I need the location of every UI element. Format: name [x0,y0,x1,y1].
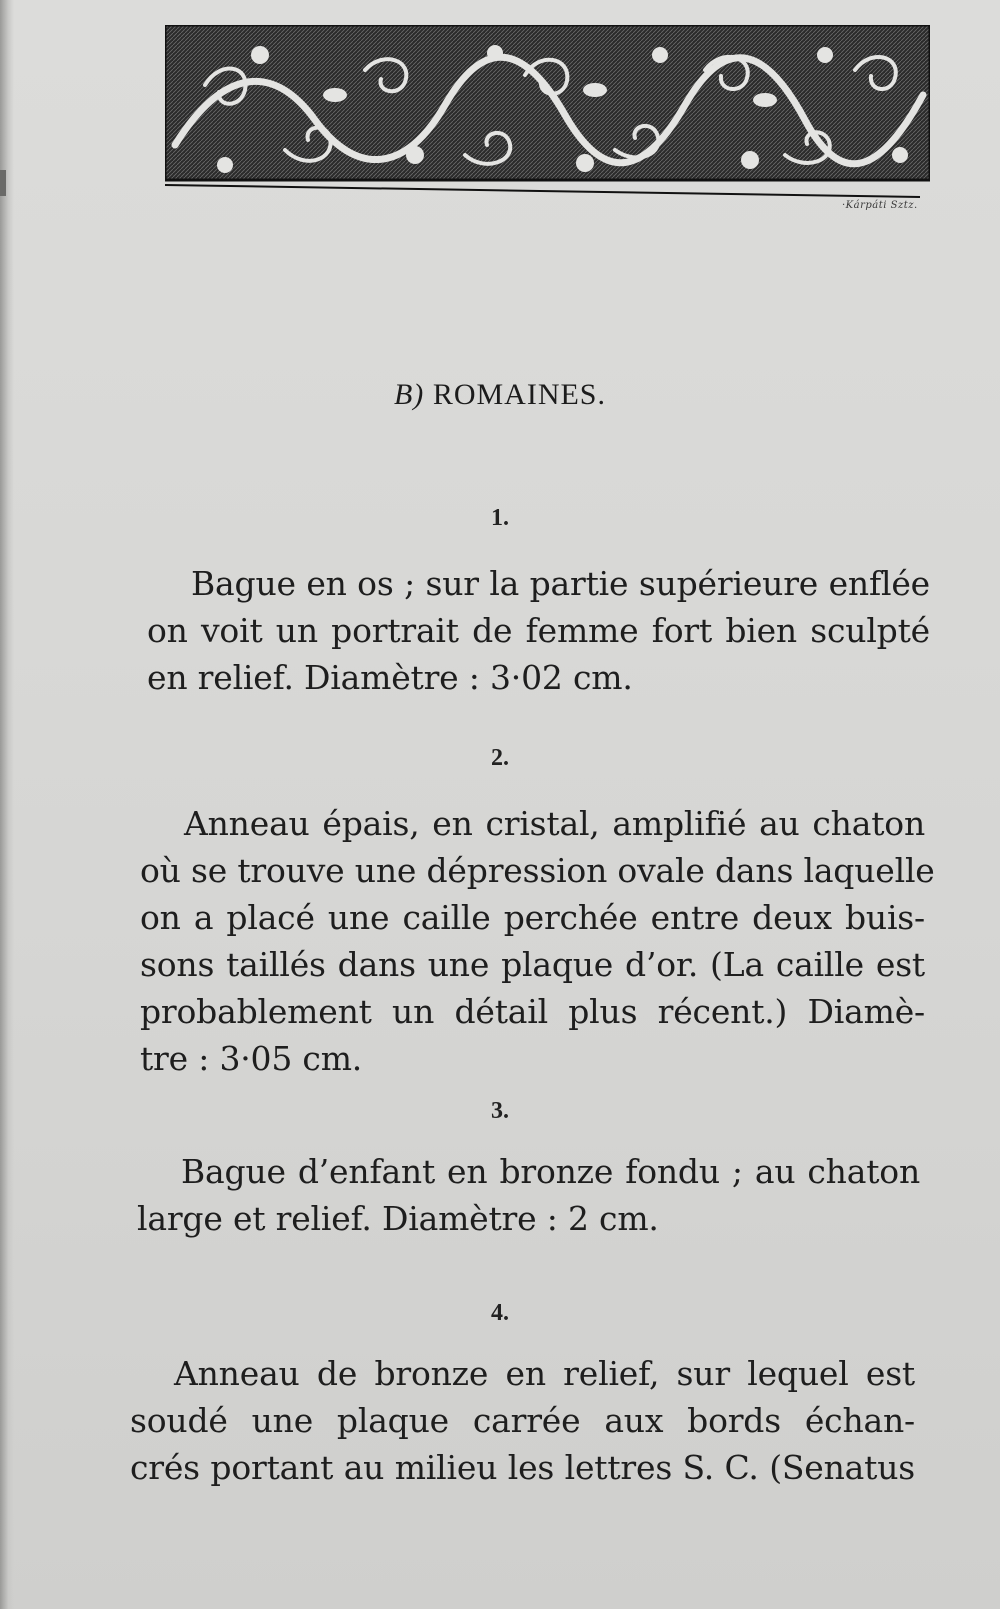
ornament-icon [165,25,930,201]
paragraph-line: Bague d’enfant en bronze fondu ; au chaton [181,1152,920,1191]
item-paragraph [140,800,935,1082]
paragraph-line: on voit un portrait de femme fort bien sculpté [147,611,930,650]
item-number: 1. [491,505,509,531]
paragraph-line: Bague en os ; sur la partie supérieure enflée [191,564,930,603]
section-letter: B) [393,378,425,411]
show-through-text [140,255,900,359]
item-paragraph [137,1148,920,1242]
paragraph-line: crés portant au milieu les lettres S. C. (Senatus [130,1448,915,1487]
paragraph-line: large et relief. Diamètre : 2 cm. [137,1199,659,1238]
paragraph-line: on a placé une caille perchée entre deux buis- [140,898,925,937]
item-number: 3. [491,1098,509,1124]
binding-mark [0,170,6,196]
paragraph-line: en relief. Diamètre : 3·02 cm. [147,658,633,697]
paragraph-line: soudé une plaque carrée aux bords échan- [130,1401,915,1440]
paragraph-line: sons taillés dans une plaque d’or. (La caille est [140,945,925,984]
item-number: 4. [491,1300,509,1326]
paragraph-line: Anneau épais, en cristal, amplifié au chaton [184,804,925,843]
item-number: 2. [491,745,509,771]
paragraph-line: probablement un détail plus récent.) Diamè- [140,992,925,1031]
item-paragraph [130,1350,915,1491]
paragraph-line: où se trouve une dépression ovale dans laquelle [140,851,935,890]
section-title-text: ROMAINES. [432,378,606,411]
floral-ornament-banner [165,25,930,201]
page-binding-edge [0,0,14,1609]
section-title [0,378,1000,412]
paragraph-line: Anneau de bronze en relief, sur lequel est [174,1354,915,1393]
item-paragraph [147,560,930,701]
engraver-signature: ·Kárpáti Sztz. [842,200,918,211]
paragraph-line: tre : 3·05 cm. [140,1039,363,1078]
